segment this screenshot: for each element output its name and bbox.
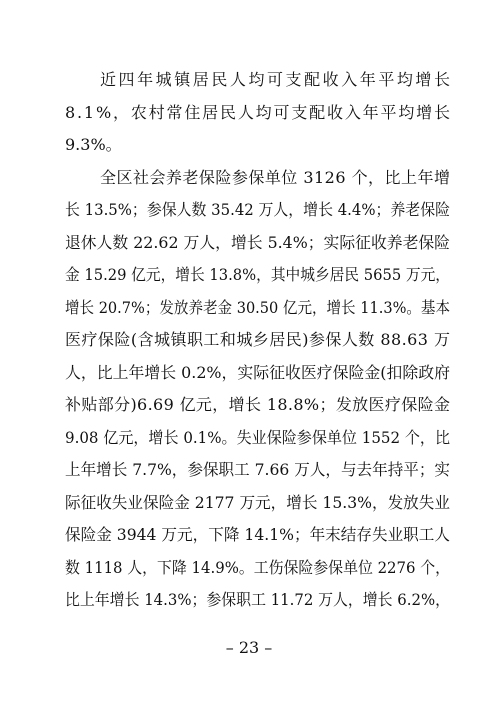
body-text-line xyxy=(0,99,498,127)
line-text: 上年增长 7.7%，参保职工 7.66 万人，与去年持平；实 xyxy=(65,460,450,479)
body-text-line xyxy=(0,131,498,159)
line-text: 8.1%，农村常住居民人均可支配收入年平均增长 xyxy=(65,102,452,122)
line-text: 近四年城镇居民人均可支配收入年平均增长 xyxy=(100,70,453,89)
body-text-line xyxy=(0,521,498,549)
body-text-line xyxy=(0,456,498,484)
line-text: 比上年增长 14.3%；参保职工 11.72 万人，增长 6.2%， xyxy=(65,590,450,609)
body-text-line xyxy=(0,229,498,257)
body-text-line xyxy=(0,424,498,452)
line-text: 9.3%。 xyxy=(65,135,122,154)
line-text: 长 13.5%；参保人数 35.42 万人，增长 4.4%；养老保险 xyxy=(65,200,450,219)
line-text: 增长 20.7%；发放养老金 30.50 亿元，增长 11.3%。基本 xyxy=(65,297,450,317)
body-text-line xyxy=(0,294,498,322)
body-text-line xyxy=(0,586,498,614)
line-text: 9.08 亿元，增长 0.1%。失业保险参保单位 1552 个，比 xyxy=(65,427,450,447)
line-text: 全区社会养老保险参保单位 3126 个，比上年增 xyxy=(100,167,451,187)
line-text: 保险金 3944 万元，下降 14.1%；年末结存失业职工人 xyxy=(65,525,450,544)
body-text-line xyxy=(0,391,498,419)
line-text: 补贴部分)6.69 亿元，增长 18.8%；发放医疗保险金 xyxy=(65,395,451,414)
body-text-line xyxy=(0,196,498,224)
line-text: 际征收失业保险金 2177 万元，增长 15.3%，发放失业 xyxy=(65,492,450,512)
line-text: 医疗保险(含城镇职工和城乡居民)参保人数 88.63 万 xyxy=(65,330,451,349)
body-text-line xyxy=(0,326,498,354)
line-text: 数 1118 人，下降 14.9%。工伤保险参保单位 2276 个， xyxy=(65,557,450,577)
body-text-line xyxy=(0,554,498,582)
body-text-line xyxy=(0,489,498,517)
line-text: 人，比上年增长 0.2%，实际征收医疗保险金(扣除政府 xyxy=(65,362,450,382)
line-text: 金 15.29 亿元，增长 13.8%，其中城乡居民 5655 万元， xyxy=(65,265,450,284)
body-text-line xyxy=(0,261,498,289)
body-text-line xyxy=(0,66,498,94)
line-text: 退休人数 22.62 万人，增长 5.4%；实际征收养老保险 xyxy=(65,232,450,252)
body-text-line xyxy=(0,359,498,387)
body-text-line xyxy=(0,164,498,192)
page-number: – 23 – xyxy=(225,638,273,657)
